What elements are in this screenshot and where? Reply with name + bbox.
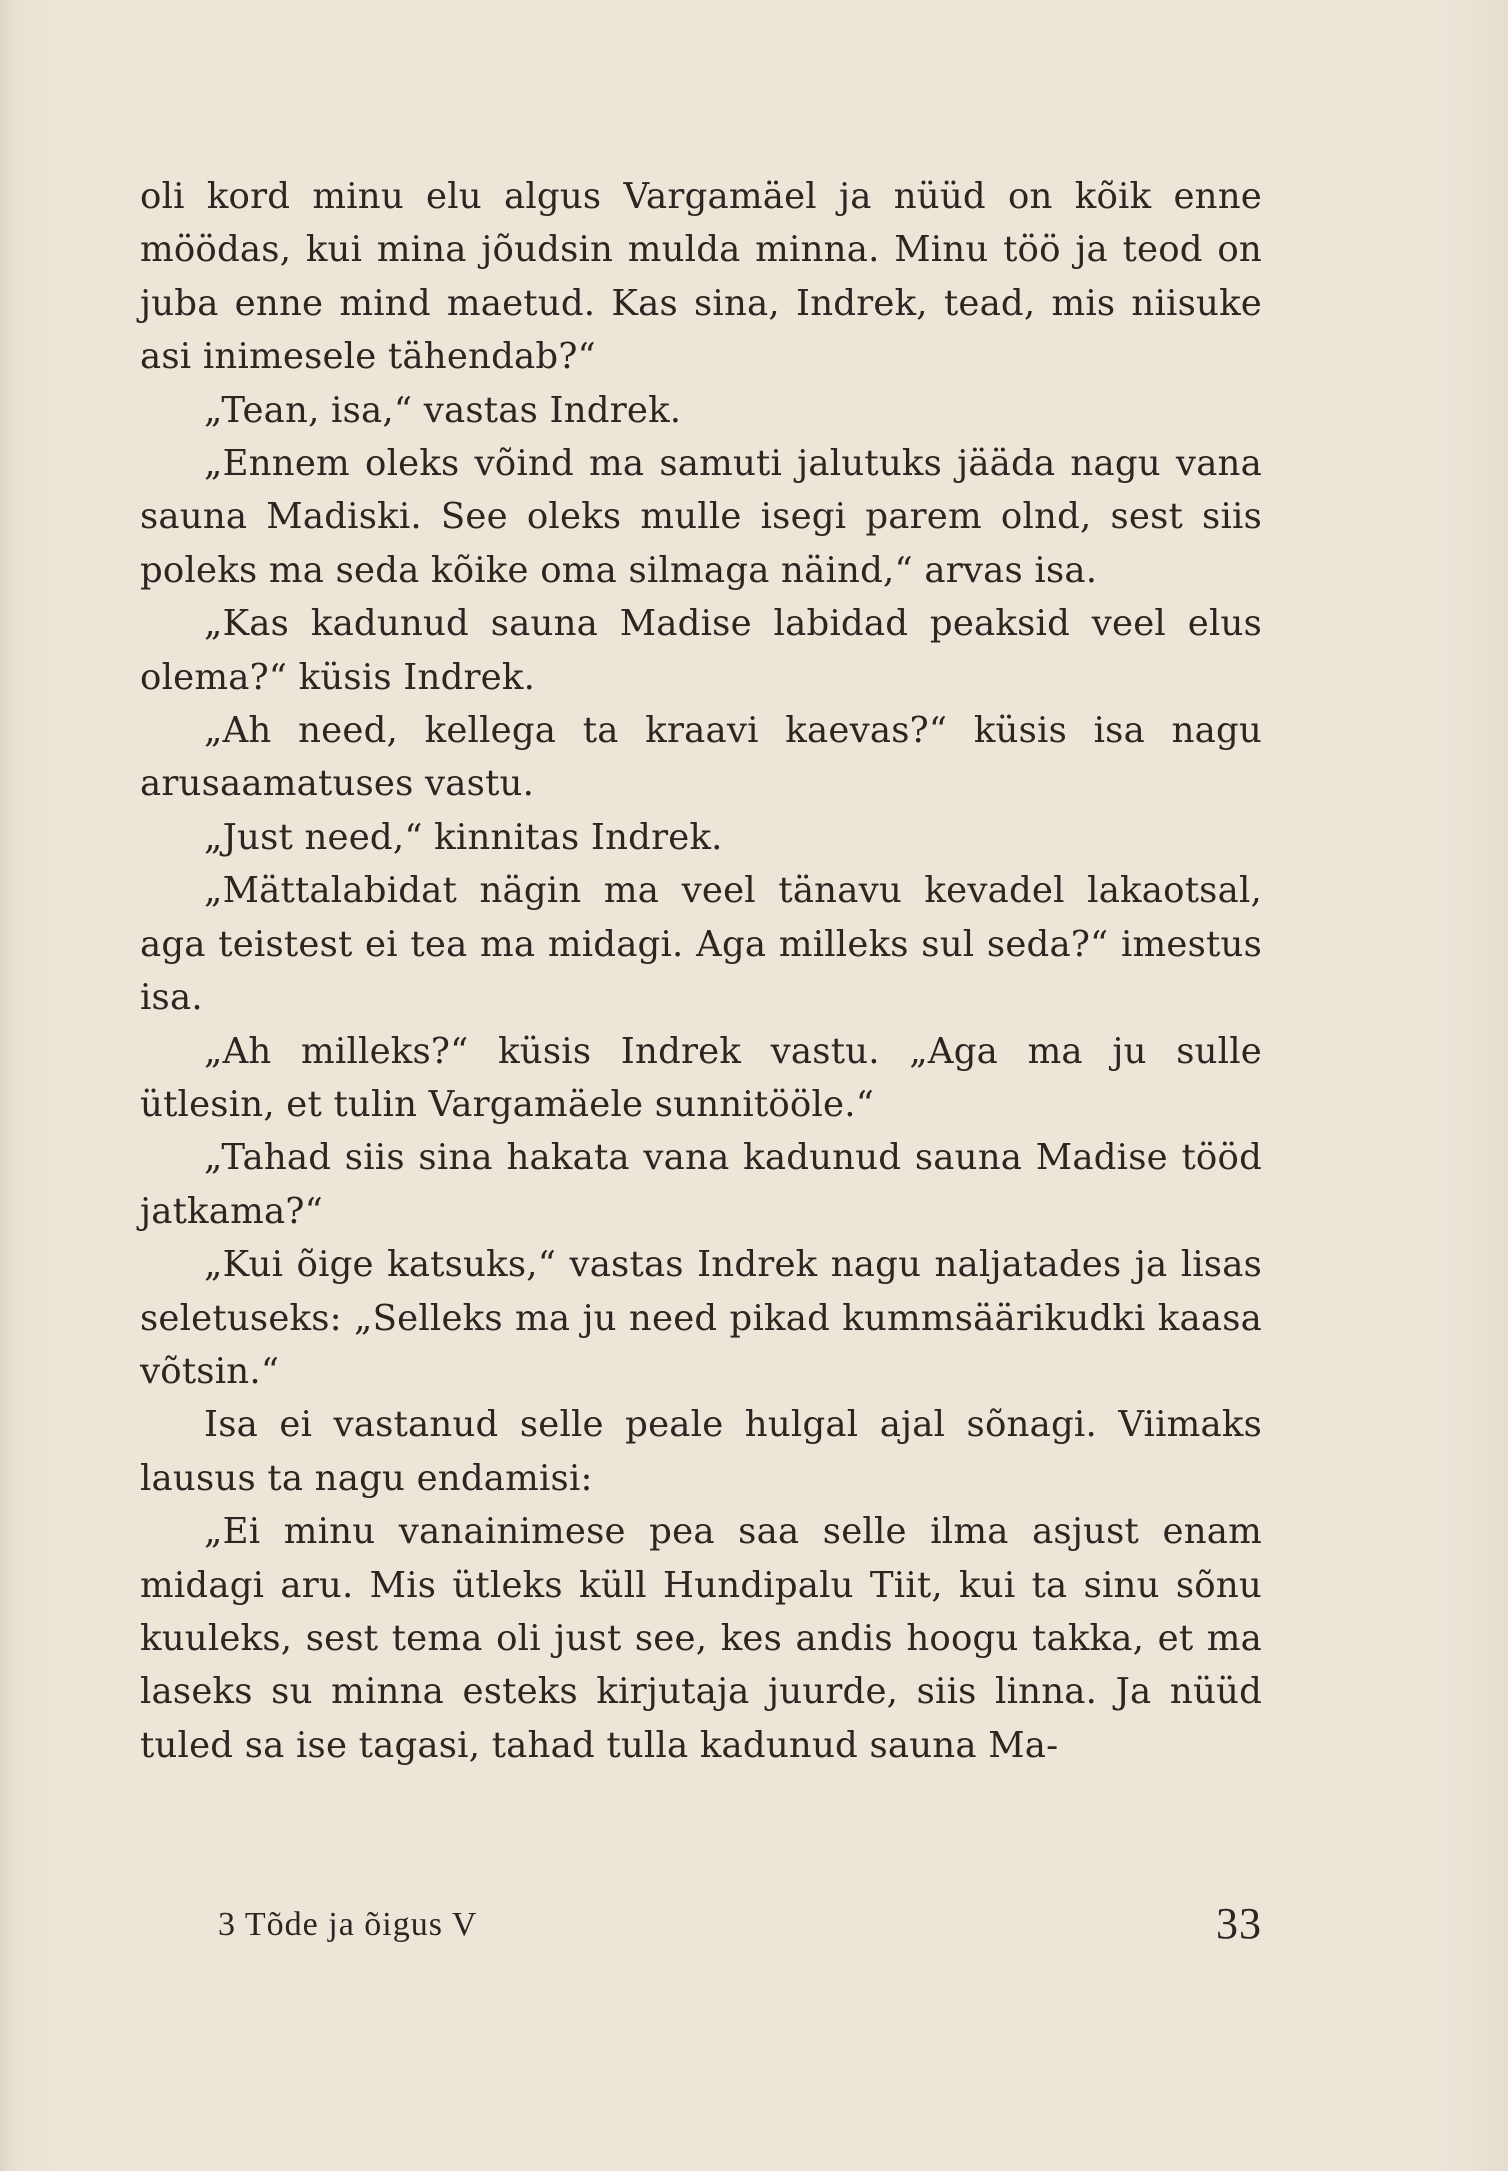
paragraph: „Ei minu vanainimese pea saa selle ilma asjust enam midagi aru. Mis ütleks küll Hundipalu Tiit, kui ta sinu sõnu kuuleks, sest tema oli just see, kes andis hoogu takka, et ma laseks su minna esteks kirjutaja juurde, siis linna. Ja nüüd tuled sa ise tagasi, tahad tulla kadunud sauna Ma- (140, 1511, 1262, 1766)
paragraph: „Mättalabidat nägin ma veel tänavu kevadel lakaotsal, aga teistest ei tea ma midagi. Aga milleks sul seda?“ imestus isa. (140, 870, 1262, 1019)
paragraph: „Ennem oleks võind ma samuti jalutuks jääda nagu vana sauna Madiski. See oleks mulle isegi parem olnd, sest siis poleks ma seda kõike oma silmaga näind,“ arvas isa. (140, 443, 1262, 591)
body-text (140, 170, 1262, 1772)
paragraph: „Ah need, kellega ta kraavi kaevas?“ küsis isa nagu arusaamatuses vastu. (140, 710, 1262, 805)
paragraph: „Tahad siis sina hakata vana kadunud sauna Madise tööd jatkama?“ (140, 1137, 1262, 1232)
page-footer (140, 1898, 1262, 1958)
page-number: 33 (1216, 1899, 1262, 1948)
paragraph: „Kui õige katsuks,“ vastas Indrek nagu naljatades ja lisas seletuseks: „Selleks ma ju need pikad kummsäärikudki kaasa võtsin.“ (140, 1244, 1262, 1392)
paragraph: „Kas kadunud sauna Madise labidad peaksid veel elus olema?“ küsis Indrek. (140, 603, 1262, 698)
printer-signature: 3 Tõde ja õigus V (218, 1906, 478, 1943)
paragraph: „Just need,“ kinnitas Indrek. (204, 816, 723, 858)
paragraph: oli kord minu elu algus Vargamäel ja nüüd on kõik enne möödas, kui mina jõudsin mulda minna. Minu töö ja teod on juba enne mind maetud. Kas sina, Indrek, tead, mis niisuke asi inimesele tähendab?“ (140, 176, 1262, 378)
paragraph: Isa ei vastanud selle peale hulgal ajal sõnagi. Viimaks lausus ta nagu endamisi: (140, 1404, 1262, 1499)
paragraph: „Tean, isa,“ vastas Indrek. (204, 389, 682, 431)
paragraph: „Ah milleks?“ küsis Indrek vastu. „Aga ma ju sulle ütlesin, et tulin Vargamäele sunnitööle.“ (140, 1030, 1262, 1125)
